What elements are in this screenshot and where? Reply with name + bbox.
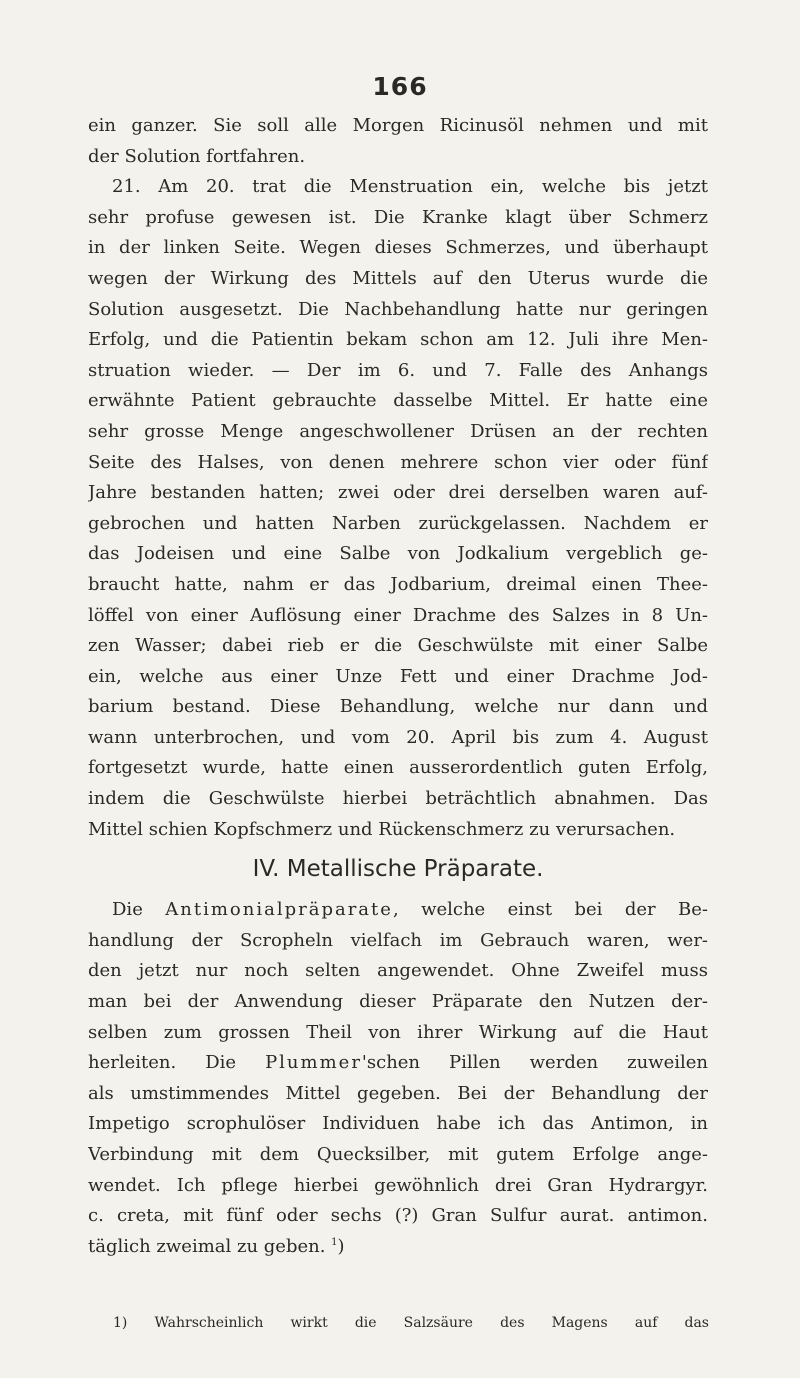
- text-run: täglich zweimal zu geben.: [88, 1235, 326, 1257]
- text-line: wann unterbrochen, und vom 20. April bis zum 4. August: [88, 726, 708, 748]
- text-line: Erfolg, und die Patientin bekam schon am 12. Juli ihre Men-: [88, 329, 708, 351]
- text-run: 'schen Pillen werden zuweilen: [361, 1052, 708, 1074]
- footnote-reference: 1: [331, 1236, 338, 1248]
- text-line: der Solution fortfahren.: [88, 145, 306, 167]
- text-line: 21. Am 20. trat die Menstruation ein, welche bis jetzt: [112, 176, 708, 198]
- text-line: erwähnte Patient gebrauchte dasselbe Mittel. Er hatte eine: [88, 390, 708, 412]
- page-number: 166: [372, 72, 428, 101]
- paragraph-case-21: [88, 172, 708, 845]
- text-line: braucht hatte, nahm er das Jodbarium, dreimal einen Thee-: [88, 573, 708, 595]
- text-line: [88, 1048, 708, 1079]
- text-line: Solution ausgesetzt. Die Nachbehandlung hatte nur geringen: [88, 298, 708, 320]
- text-line: ein ganzer. Sie soll alle Morgen Ricinusöl nehmen und mit: [88, 115, 708, 136]
- text-line: man bei der Anwendung dieser Präparate den Nutzen der-: [88, 991, 708, 1013]
- text-line: wegen der Wirkung des Mittels auf den Uterus wurde die: [88, 267, 708, 289]
- text-line: sehr profuse gewesen ist. Die Kranke klagt über Schmerz: [88, 206, 708, 228]
- text-line: handlung der Scropheln vielfach im Gebrauch waren, wer-: [88, 929, 708, 951]
- section-heading: IV. Metallische Präparate.: [252, 856, 544, 883]
- paragraph-antimonial: [88, 895, 708, 1262]
- footnote: [113, 1311, 709, 1335]
- text-line: Impetigo scrophulöser Individuen habe ich das Antimon, in: [88, 1113, 708, 1135]
- text-line: indem die Geschwülste hierbei beträchtlich abnahmen. Das: [88, 788, 708, 810]
- text-line: den jetzt nur noch selten angewendet. Ohne Zweifel muss: [88, 960, 708, 982]
- text-line: als umstimmendes Mittel gegeben. Bei der Behandlung der: [88, 1082, 708, 1104]
- text-run: Die: [112, 899, 143, 921]
- paragraph-continuation: [88, 111, 708, 172]
- text-line: in der linken Seite. Wegen dieses Schmerzes, und überhaupt: [88, 237, 708, 259]
- text-line: gebrochen und hatten Narben zurückgelassen. Nachdem er: [88, 512, 708, 534]
- text-line: [88, 895, 708, 926]
- text-line: Verbindung mit dem Quecksilber, mit gutem Erfolge ange-: [88, 1144, 708, 1165]
- body-text: [88, 111, 708, 1262]
- text-line: wendet. Ich pflege hierbei gewöhnlich drei Gran Hydrargyr.: [88, 1174, 708, 1196]
- text-run: , welche einst bei der Be-: [392, 899, 708, 921]
- spaced-term: Plummer: [265, 1052, 362, 1074]
- text-line: struation wieder. — Der im 6. und 7. Falle des Anhangs: [88, 359, 708, 381]
- spaced-term: Antimonialpräparate: [165, 899, 393, 921]
- footnote-line: 1) Wahrscheinlich wirkt die Salzsäure des Magens auf das: [113, 1315, 709, 1331]
- text-line: [88, 1232, 708, 1263]
- text-line: löffel von einer Auflösung einer Drachme des Salzes in 8 Un-: [88, 604, 708, 626]
- text-line: zen Wasser; dabei rieb er die Geschwülste mit einer Salbe: [88, 635, 708, 657]
- text-run: herleiten. Die: [88, 1052, 237, 1074]
- text-line: c. creta, mit fünf oder sechs (?) Gran Sulfur aurat. antimon.: [88, 1205, 708, 1227]
- text-line: sehr grosse Menge angeschwollener Drüsen an der rechten: [88, 420, 708, 442]
- text-line: selben zum grossen Theil von ihrer Wirkung auf die Haut: [88, 1021, 708, 1043]
- text-line: Mittel schien Kopfschmerz und Rückenschmerz zu verursachen.: [88, 818, 676, 840]
- text-line: fortgesetzt wurde, hatte einen ausserordentlich guten Erfolg,: [88, 757, 708, 779]
- text-line: Seite des Halses, von denen mehrere schon vier oder fünf: [88, 451, 708, 473]
- text-line: das Jodeisen und eine Salbe von Jodkalium vergeblich ge-: [88, 543, 708, 565]
- text-run: ): [337, 1235, 345, 1257]
- text-line: barium bestand. Diese Behandlung, welche nur dann und: [88, 696, 708, 718]
- text-line: Jahre bestanden hatten; zwei oder drei derselben waren auf-: [88, 482, 708, 504]
- text-line: ein, welche aus einer Unze Fett und einer Drachme Jod-: [88, 665, 708, 687]
